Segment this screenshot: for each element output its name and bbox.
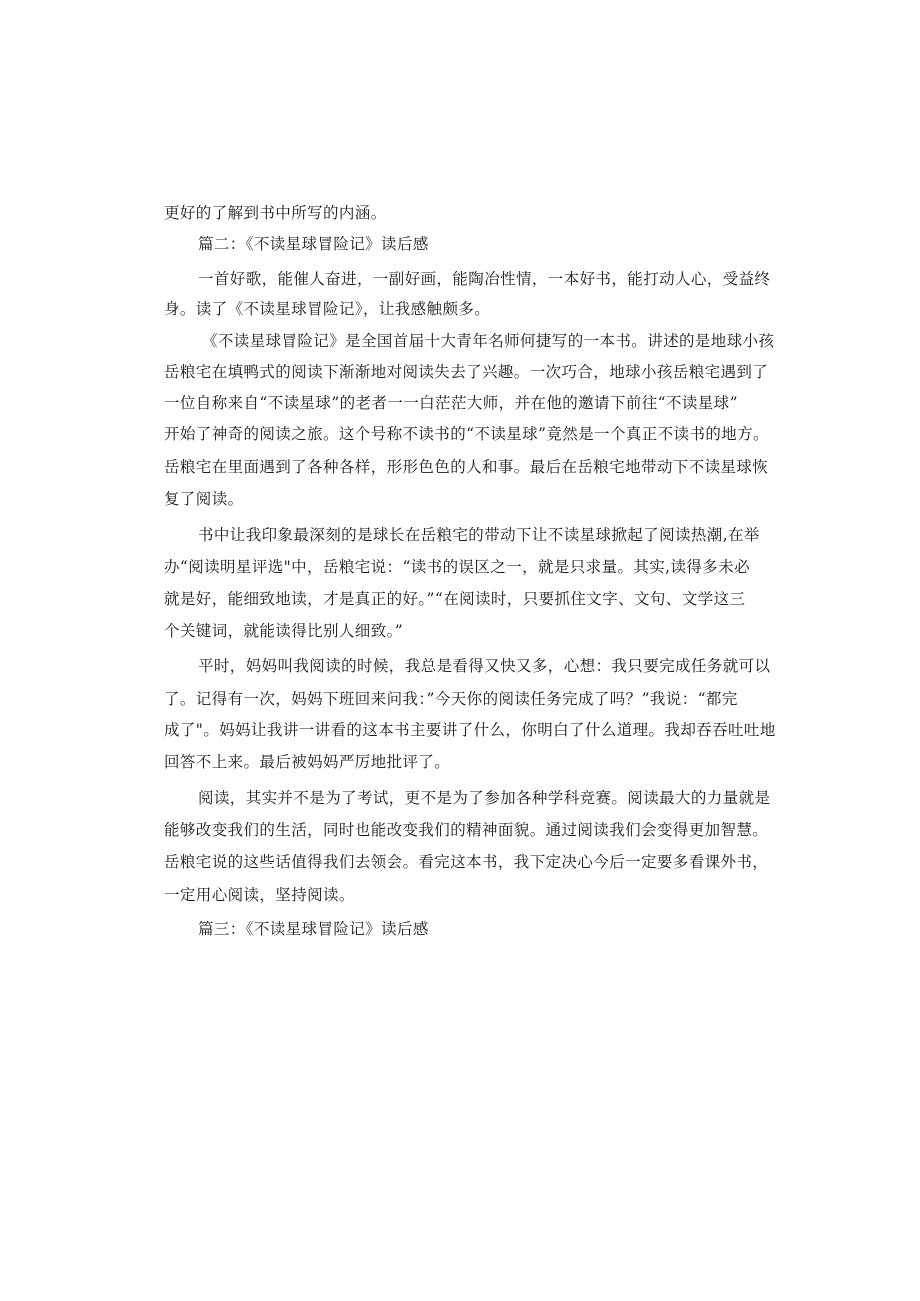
text-line: 《不读星球冒险记》是全国首届十大青年名师何捷写的一本书。讲述的是地球小孩 bbox=[202, 332, 775, 350]
text-line: 就是好，能细致地读，才是真正的好。”“在阅读时，只要抓住文字、文句、文学这三 bbox=[164, 590, 746, 608]
section-heading: 篇三：《不读星球冒险记》读后感 bbox=[198, 920, 429, 938]
text-line: 一位自称来自“不读星球”的老者一一白茫茫大师，并在他的邀请下前往“不读星球” bbox=[164, 394, 738, 412]
text-line: 回答不上来。最后被妈妈严厉地批评了。 bbox=[164, 753, 451, 771]
text-line: 开始了神奇的阅读之旅。这个号称不读书的“不读星球”竟然是一个真正不读书的地方。 bbox=[164, 425, 769, 443]
text-line: 能够改变我们的生活，同时也能改变我们的精神面貌。通过阅读我们会变得更加智慧。 bbox=[164, 821, 769, 839]
text-line: 书中让我印象最深刻的是球长在岳粮宅的带动下让不读星球掀起了阅读热潮,在举 bbox=[198, 526, 760, 544]
text-line: 更好的了解到书中所写的内涵。 bbox=[164, 204, 387, 222]
text-line: 成了"。妈妈让我讲一讲看的这本书主要讲了什么，你明白了什么道理。我却吞吞吐吐地 bbox=[164, 721, 776, 739]
text-line: 身。读了《不读星球冒险记》，让我感触颇多。 bbox=[164, 300, 491, 318]
text-line: 一首好歌，能催人奋进，一副好画，能陶冶性情，一本好书，能打动人心，受益终 bbox=[198, 270, 771, 288]
text-line: 办“阅读明星评选"中，岳粮宅说：“读书的误区之一，就是只求量。其实,读得多未必 bbox=[164, 558, 751, 576]
section-heading: 篇二：《不读星球冒险记》读后感 bbox=[198, 235, 429, 253]
text-line: 复了阅读。 bbox=[164, 490, 244, 508]
text-line: 阅读，其实并不是为了考试，更不是为了参加各种学科竞赛。阅读最大的力量就是 bbox=[198, 789, 771, 807]
text-line: 平时，妈妈叫我阅读的时候，我总是看得又快又多，心想：我只要完成任务就可以 bbox=[198, 657, 771, 675]
text-line: 了。记得有一次，妈妈下班回来问我：”今天你的阅读任务完成了吗？”我说：“都完 bbox=[164, 690, 738, 708]
text-line: 一定用心阅读，坚持阅读。 bbox=[164, 886, 355, 904]
text-line: 岳粮宅在里面遇到了各种各样，形形色色的人和事。最后在岳粮宅地带动下不读星球恢 bbox=[164, 458, 769, 476]
text-line: 岳粮宅在填鸭式的阅读下渐渐地对阅读失去了兴趣。一次巧合，地球小孩岳粮宅遇到了 bbox=[164, 363, 769, 381]
text-line: 岳粮宅说的这些话值得我们去领会。看完这本书，我下定决心今后一定要多看课外书， bbox=[164, 853, 769, 871]
text-line: 个关键词，就能读得比别人细致。” bbox=[164, 622, 404, 640]
